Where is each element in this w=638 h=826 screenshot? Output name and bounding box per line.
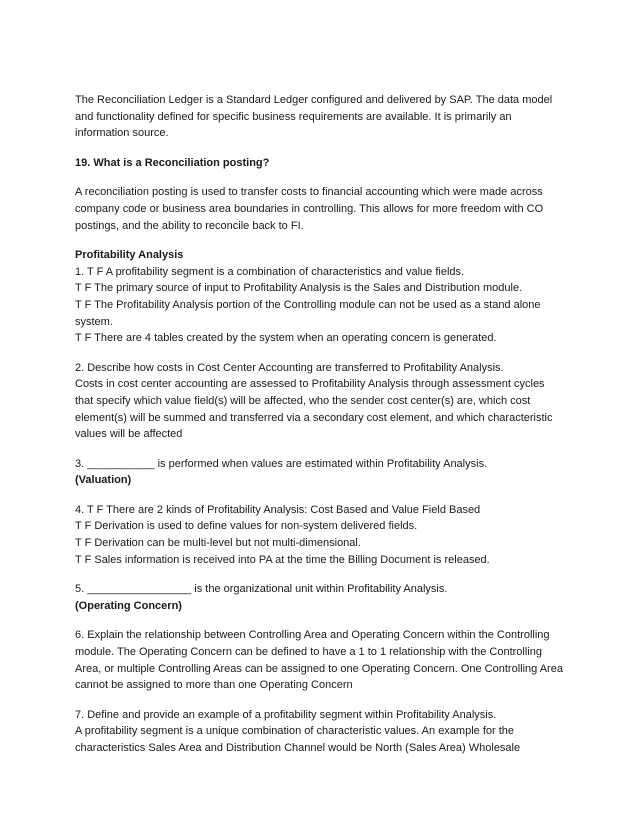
q6-line: 6. Explain the relationship between Controlling Area and Operating Concern within the Controlling <box>75 629 550 642</box>
q6-paragraph <box>75 627 565 693</box>
q2-line: element(s) will be summed and transferred via a secondary cost element, and which characteristic <box>75 411 553 424</box>
q3-answer: (Valuation) <box>75 474 132 487</box>
q19-answer-line: postings, and the ability to reconcile back to FI. <box>75 219 304 232</box>
q19-answer-line: company code or business area boundaries in controlling. This allows for more freedom with CO <box>75 202 544 215</box>
q7-line: characteristics Sales Area and Distribution Channel would be North (Sales Area) Wholesale <box>75 742 521 754</box>
q3-paragraph <box>75 456 565 489</box>
q19-answer-line: A reconciliation posting is used to transfer costs to financial accounting which were made across <box>75 186 543 199</box>
q4-line: T F Sales information is received into PA at the time the Billing Document is released. <box>75 553 490 566</box>
q2-line: values will be affected <box>75 428 183 441</box>
intro-line: The Reconciliation Ledger is a Standard Ledger configured and delivered by SAP. The data model <box>75 94 553 106</box>
q6-line: module. The Operating Concern can be defined to have a 1 to 1 relationship with the Controlling <box>75 646 542 659</box>
pa-line: 1. T F A profitability segment is a combination of characteristics and value fields. <box>75 265 465 278</box>
q7-line: A profitability segment is a unique combination of characteristic values. An example for the <box>75 725 515 738</box>
pa-line: T F The primary source of input to Profitability Analysis is the Sales and Distribution module. <box>75 282 523 295</box>
intro-line: information source. <box>75 127 169 140</box>
intro-paragraph <box>75 92 565 142</box>
q7-line: 7. Define and provide an example of a profitability segment within Profitability Analysis. <box>75 708 497 721</box>
q5-question: 5. _________________ is the organizational unit within Profitability Analysis. <box>75 583 448 596</box>
q6-line: cannot be assigned to more than one Operating Concern <box>75 679 353 692</box>
q5-answer: (Operating Concern) <box>75 599 182 612</box>
q4-line: 4. T F There are 2 kinds of Profitability Analysis: Cost Based and Value Field Based <box>75 503 481 516</box>
q19-heading: 19. What is a Reconciliation posting? <box>75 156 270 169</box>
q2-line: 2. Describe how costs in Cost Center Accounting are transferred to Profitability Analysis. <box>75 361 504 374</box>
q5-paragraph <box>75 581 565 614</box>
pa-line: T F The Profitability Analysis portion of the Controlling module can not be used as a stand alone <box>75 298 541 311</box>
q7-paragraph <box>75 707 565 757</box>
q3-question: 3. ___________ is performed when values are estimated within Profitability Analysis. <box>75 457 488 470</box>
q2-line: that specify which value field(s) will be affected, who the sender cost center(s) are, which cost <box>75 394 531 407</box>
q2-paragraph <box>75 360 565 443</box>
q4-line: T F Derivation can be multi-level but not multi-dimensional. <box>75 537 361 550</box>
q4-line: T F Derivation is used to define values for non-system delivered fields. <box>75 520 418 533</box>
section-heading: Profitability Analysis <box>75 249 184 262</box>
pa-line: system. <box>75 315 113 328</box>
q19-answer-paragraph <box>75 184 565 234</box>
q19-heading-paragraph <box>75 155 565 172</box>
intro-line: and functionality defined for specific business requirements are available. It is primarily an <box>75 110 512 123</box>
pa-line: T F There are 4 tables created by the system when an operating concern is generated. <box>75 332 497 345</box>
q2-line: Costs in cost center accounting are assessed to Profitability Analysis through assessment cycles <box>75 378 545 391</box>
document-page <box>75 92 565 770</box>
q6-line: Area, or multiple Controlling Areas can be assigned to one Operating Concern. One Controlling Area <box>75 662 563 675</box>
q4-paragraph <box>75 502 565 568</box>
profitability-analysis-section <box>75 247 565 347</box>
